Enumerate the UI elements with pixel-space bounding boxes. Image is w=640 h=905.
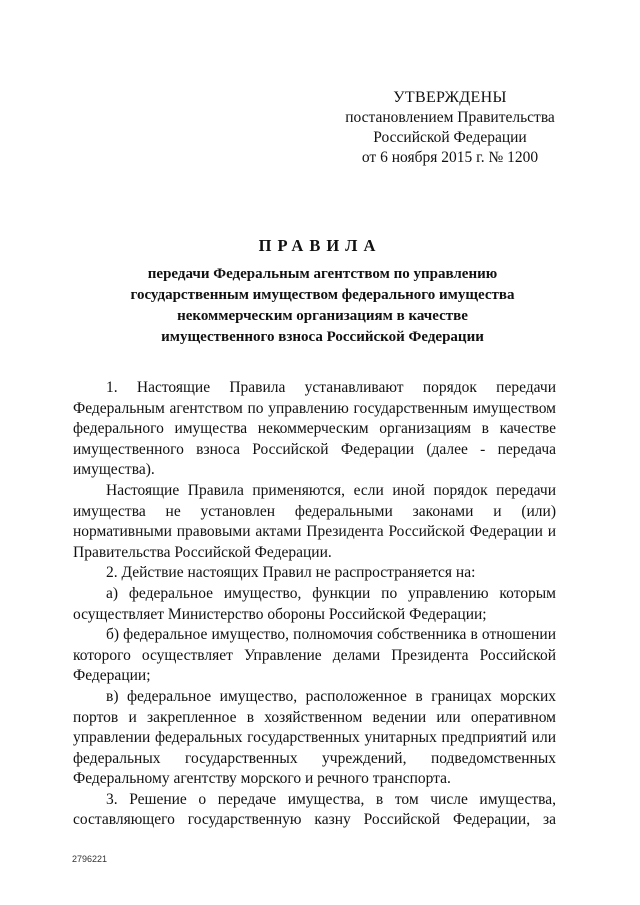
approval-line-3: от 6 ноября 2015 г. № 1200 <box>361 149 539 166</box>
document-title: ПРАВИЛА <box>258 236 382 255</box>
document-body <box>73 378 556 831</box>
subtitle-line: некоммерческим организациям в качестве <box>177 308 468 324</box>
paragraph-1: 1. Настоящие Правила устанавливают порядок передачи Федеральным агентством по управлению государственным имуществом федерального имущества некоммерческим организациям в качестве имущественного взноса Российской Федерации (далее - передача имущества). <box>73 379 556 479</box>
subtitle-line: имущественного взноса Российской Федерации <box>161 329 484 345</box>
paragraph-7: 3. Решение о передаче имущества, в том числе имущества, составляющего государственную казну Российской Федерации, за <box>73 790 556 829</box>
approval-line-1: постановлением Правительства <box>345 109 555 126</box>
approval-heading: УТВЕРЖДЕНЫ <box>393 89 507 106</box>
document-code: 2796221 <box>72 854 108 864</box>
approval-line-2: Российской Федерации <box>373 129 527 146</box>
paragraph-3: 2. Действие настоящих Правил не распространяется на: <box>106 564 476 582</box>
approval-block <box>330 88 570 168</box>
paragraph-2: Настоящие Правила применяются, если иной порядок передачи имущества не установлен федеральными законами и (или) нормативными правовыми актами Президента Российской Федерации и Правительства Российской Федерации. <box>73 481 556 561</box>
paragraph-5: б) федеральное имущество, полномочия собственника в отношении которого осуществляет Управление делами Президента Российской Федерации; <box>73 626 556 685</box>
document-subtitle <box>80 264 565 348</box>
paragraph-6: в) федеральное имущество, расположенное в границах морских портов и закрепленное в хозяйственном ведении или оперативном управлении федеральных государственных унитарных предприятий или федеральных государственных учреждений, подведомственных Федеральному агентству морского и речного транспорта. <box>73 687 556 788</box>
paragraph-4: а) федеральное имущество, функции по управлению которым осуществляет Министерство обороны Российской Федерации; <box>73 584 556 623</box>
subtitle-line: государственным имуществом федерального имущества <box>130 287 515 303</box>
subtitle-line: передачи Федеральным агентством по управлению <box>147 266 498 282</box>
